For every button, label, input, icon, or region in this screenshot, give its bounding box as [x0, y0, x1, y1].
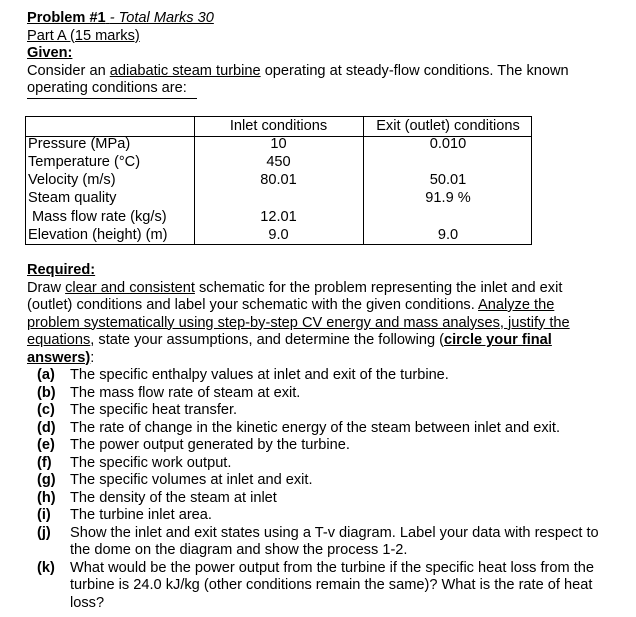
list-item	[37, 525, 627, 560]
item-text: The specific heat transfer.	[70, 402, 238, 418]
problem-title-line	[27, 10, 627, 28]
list-item	[37, 472, 627, 490]
intro-line2-text: operating conditions are:	[27, 80, 187, 96]
item-label: (e)	[37, 437, 55, 453]
required-section	[27, 262, 627, 612]
intro-line-1	[27, 63, 627, 81]
item-text: The mass flow rate of steam at exit.	[70, 384, 301, 401]
intro-underline-rule	[27, 98, 197, 99]
req-text: schematic for the problem representing the inlet and exit	[194, 279, 563, 296]
item-text: turbine is 24.0 kJ/kg (other conditions remain the same)? What is the rate of heat	[70, 577, 593, 593]
list-item	[37, 367, 627, 385]
intro-line-2	[27, 80, 627, 98]
list-item	[37, 420, 627, 438]
required-line-4	[27, 332, 627, 350]
required-line-5	[27, 350, 627, 368]
required-title: Required:	[27, 262, 96, 278]
given-label: Given:	[27, 45, 73, 61]
inlet-value: 10	[270, 136, 287, 152]
list-item	[37, 560, 627, 613]
exit-value: 0.010	[429, 136, 467, 152]
req-text-underlined: clear and consistent	[65, 279, 195, 296]
item-text: The specific enthalpy values at inlet and exit of the turbine.	[70, 367, 449, 383]
req-text: :	[90, 349, 95, 366]
inlet-header: Inlet conditions	[229, 118, 328, 134]
req-text-underlined: Analyze the	[478, 297, 555, 313]
item-text: The turbine inlet area.	[70, 507, 212, 523]
req-text: Draw	[27, 279, 66, 296]
item-text: What would be the power output from the turbine if the specific heat loss from the	[70, 559, 595, 576]
required-title-line	[27, 262, 627, 280]
item-text: The specific work output.	[70, 454, 232, 471]
item-label: (c)	[37, 402, 55, 418]
given-line	[27, 45, 627, 63]
req-text-underlined: problem systematically using step-by-step CV energy and mass analyses, justify the	[27, 314, 570, 331]
item-label: (g)	[37, 472, 56, 488]
req-text-underlined: equations	[27, 332, 91, 348]
question-list	[27, 367, 627, 612]
req-text: (outlet) conditions and label your schematic with the given conditions.	[27, 297, 479, 313]
row-label: Elevation (height) (m)	[28, 227, 168, 243]
item-label: (f)	[37, 454, 52, 471]
item-label: (i)	[37, 507, 51, 523]
exit-value: 50.01	[429, 172, 467, 188]
intro-prefix: Consider an	[27, 62, 110, 79]
required-line-1	[27, 280, 627, 298]
list-item	[37, 402, 627, 420]
required-line-3	[27, 315, 627, 333]
item-label: (j)	[37, 524, 51, 541]
list-item	[37, 455, 627, 473]
item-label: (a)	[37, 367, 55, 383]
item-label: (d)	[37, 419, 56, 436]
item-text: loss?	[70, 594, 105, 611]
inlet-value: 80.01	[260, 172, 297, 188]
req-text-bold-underlined: answers)	[27, 349, 91, 366]
row-label: Velocity (m/s)	[28, 172, 116, 188]
problem-marks: - Total Marks 30	[109, 10, 214, 26]
conditions-table	[25, 116, 532, 245]
exit-header: Exit (outlet) conditions	[376, 118, 520, 134]
list-item	[37, 385, 627, 403]
item-label: (k)	[37, 559, 55, 576]
item-text: The rate of change in the kinetic energy of the steam between inlet and exit.	[70, 419, 561, 436]
inlet-value: 12.01	[260, 209, 297, 225]
list-item	[37, 490, 627, 508]
req-text: , state your assumptions, and determine the following (	[90, 332, 444, 348]
exit-value: 91.9 %	[425, 190, 471, 206]
item-text: Show the inlet and exit states using a T-v diagram. Label your data with respect to	[70, 524, 599, 541]
item-label: (b)	[37, 384, 56, 401]
intro-suffix: operating at steady-flow conditions. The known	[260, 62, 569, 79]
part-label: Part A (15 marks)	[27, 27, 140, 44]
row-label: Steam quality	[28, 190, 117, 206]
list-item	[37, 437, 627, 455]
item-text: The specific volumes at inlet and exit.	[70, 472, 313, 488]
problem-header	[27, 10, 627, 99]
inlet-value: 9.0	[268, 227, 289, 243]
required-line-2	[27, 297, 627, 315]
item-text: The density of the steam at inlet	[70, 489, 277, 506]
list-item	[37, 507, 627, 525]
item-text: the dome on the diagram and show the process 1-2.	[70, 542, 408, 558]
intro-underlined: adiabatic steam turbine	[109, 62, 261, 79]
row-label: Mass flow rate (kg/s)	[32, 209, 167, 225]
row-label: Pressure (MPa)	[28, 136, 131, 152]
item-label: (h)	[37, 489, 56, 506]
part-line	[27, 28, 627, 46]
exit-value: 9.0	[437, 227, 459, 243]
problem-label: Problem #1	[27, 10, 106, 26]
req-text-bold-underlined: circle your final	[443, 332, 552, 348]
inlet-value: 450	[266, 154, 291, 170]
item-text: The power output generated by the turbine.	[70, 437, 350, 453]
row-label: Temperature (°C)	[28, 154, 141, 170]
